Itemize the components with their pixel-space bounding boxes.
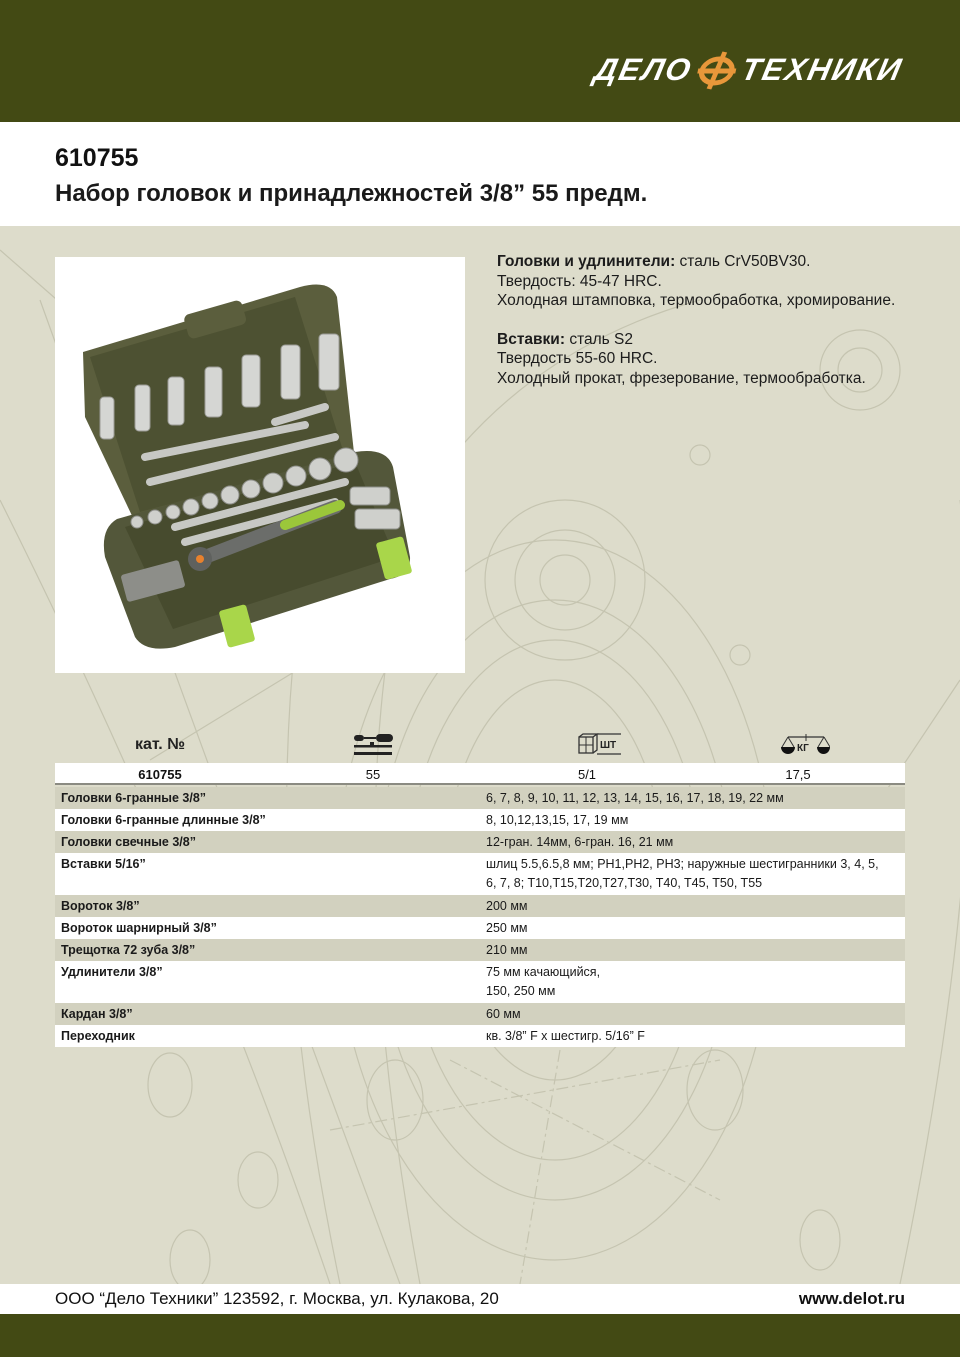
svg-text:КГ: КГ xyxy=(797,743,809,754)
table-row: Переходник кв. 3/8” F x шестигр. 5/16” F xyxy=(55,1025,905,1047)
svg-text:ШТ: ШТ xyxy=(600,740,617,751)
catalog-header: кат. № xyxy=(134,736,186,753)
summary-row xyxy=(55,763,905,785)
website-link[interactable]: www.delot.ru xyxy=(798,1289,905,1308)
brand-logo xyxy=(591,50,907,90)
summary-pack: 5/1 xyxy=(577,767,597,782)
table-row: Головки свечные 3/8” 12-гран. 14мм, 6-гран. 16, 21 мм xyxy=(55,831,905,853)
crosshair-emblem-icon xyxy=(691,50,742,90)
scales-icon xyxy=(765,728,845,762)
table-row: Вороток 3/8” 200 мм xyxy=(55,895,905,917)
specs-bits-process: Холодный прокат, фрезерование, термообработка. xyxy=(497,369,866,387)
summary-items: 55 xyxy=(365,767,381,782)
table-row: Головки 6-гранные 3/8” 6, 7, 8, 9, 10, 11, 12, 13, 14, 15, 16, 17, 18, 19, 22 мм xyxy=(55,787,905,809)
company-address: ООО “Дело Техники” 123592, г. Москва, ул. Кулакова, 20 xyxy=(55,1289,499,1308)
specs-sockets-process: Холодная штамповка, термообработка, хромирование. xyxy=(497,292,896,309)
specs-sockets-material: Головки и удлинители: сталь CrV50BV30. xyxy=(497,253,811,270)
bottom-bar xyxy=(0,1314,960,1357)
logo-text-left: ДЕЛО xyxy=(591,52,696,87)
summary-header xyxy=(55,728,905,762)
table-row: Вороток шарнирный 3/8” 250 мм xyxy=(55,917,905,939)
contents-table xyxy=(55,787,905,1047)
summary-weight: 17,5 xyxy=(785,767,811,782)
product-title: Набор головок и принадлежностей 3/8” 55 предм. xyxy=(55,180,648,207)
material-specs xyxy=(497,252,927,388)
summary-catalog: 610755 xyxy=(138,767,182,782)
logo-text-right: ТЕХНИКИ xyxy=(738,52,906,87)
specs-bits-material: Вставки: сталь S2 xyxy=(497,330,634,348)
specs-bits-hardness: Твердость 55-60 HRC. xyxy=(497,350,658,367)
title-area xyxy=(0,122,960,226)
specs-sockets-hardness: Твердость: 45-47 HRC. xyxy=(497,272,662,290)
tool-case-image xyxy=(55,257,465,673)
table-row: Кардан 3/8” 60 мм xyxy=(55,1003,905,1025)
table-row: Головки 6-гранные длинные 3/8” 8, 10,12,13,15, 17, 19 мм xyxy=(55,809,905,831)
table-row: Вставки 5/16” шлиц 5.5,6.5,8 мм; PH1,PH2, PH3; наружные шестигранники 3, 4, 5, 6, 7, 8; T10,T15,T20,T27,T30, T40, T45, T50, T55 xyxy=(55,853,905,895)
table-row: Удлинители 3/8” 75 мм качающийся, 150, 250 мм xyxy=(55,961,905,1003)
table-row: Трещотка 72 зуба 3/8” 210 мм xyxy=(55,939,905,961)
article-number: 610755 xyxy=(55,144,139,172)
tool-count-icon xyxy=(340,728,406,762)
box-pcs-icon xyxy=(555,728,635,762)
header-bar xyxy=(0,0,960,122)
product-photo xyxy=(55,257,465,673)
